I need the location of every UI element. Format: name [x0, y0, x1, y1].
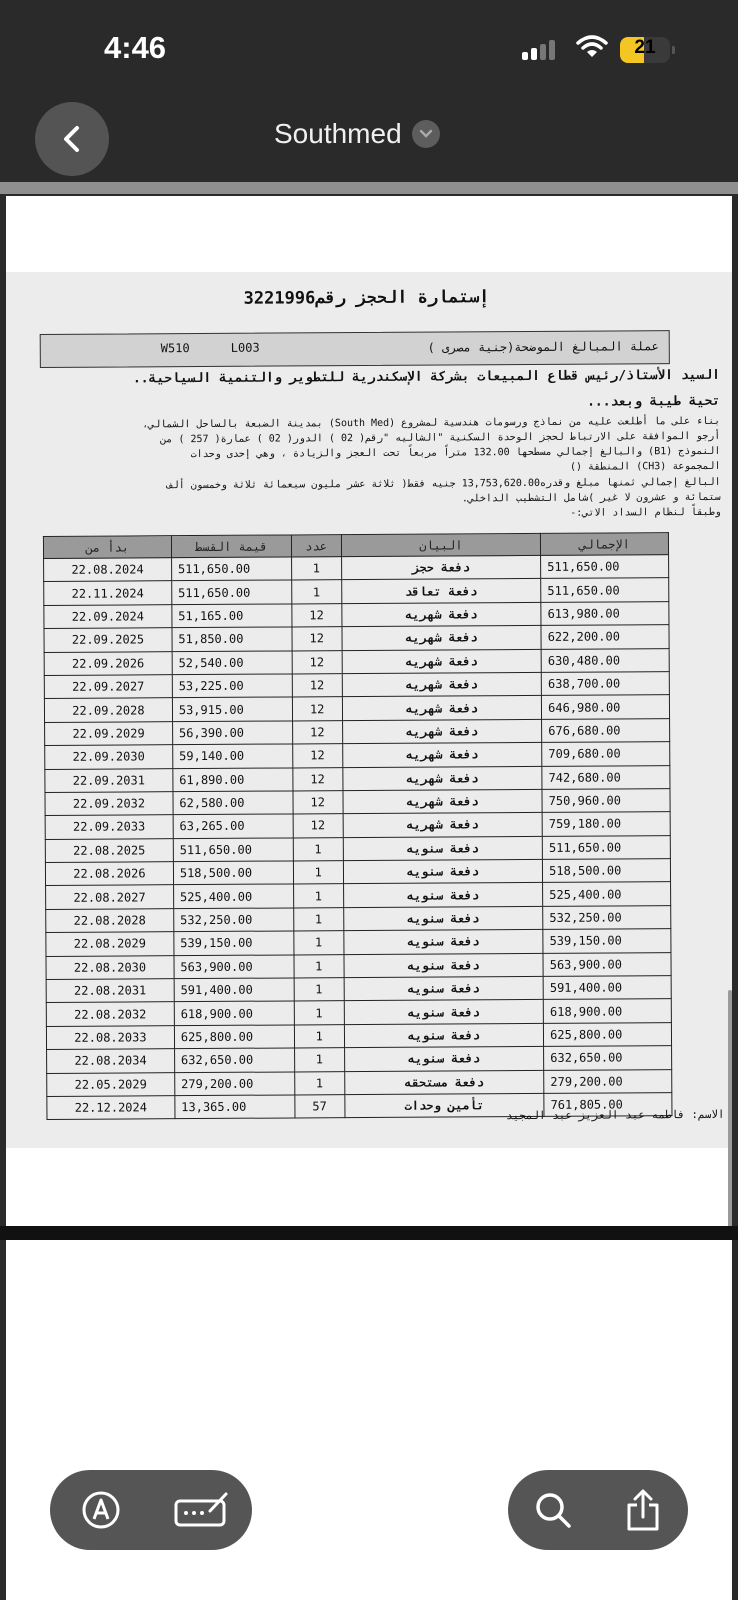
row-count: 1	[291, 557, 341, 581]
row-description: دفعة سنويه	[343, 906, 543, 931]
unit-code-1: L003	[230, 340, 260, 355]
row-count: 57	[295, 1095, 345, 1119]
row-description: دفعة حجز	[341, 555, 541, 580]
nav-title: Southmed	[274, 118, 402, 149]
row-installment: 63,265.00	[173, 814, 293, 838]
row-count: 1	[294, 978, 344, 1002]
row-description: دفعة شهريه	[343, 789, 543, 814]
row-total: 511,650.00	[542, 835, 670, 859]
row-count: 1	[294, 954, 344, 978]
row-total: 511,650.00	[541, 578, 669, 602]
row-count: 1	[294, 1071, 344, 1095]
row-installment: 518,500.00	[173, 861, 293, 885]
row-description: دفعة سنويه	[343, 930, 543, 955]
row-description: دفعة شهريه	[342, 696, 542, 721]
row-description: دفعة شهريه	[342, 626, 542, 651]
row-total: 638,700.00	[541, 672, 669, 696]
row-description: دفعة شهريه	[342, 719, 542, 744]
row-installment: 511,650.00	[172, 580, 292, 604]
row-start-date: 22.08.2026	[45, 862, 173, 886]
status-bar	[0, 0, 738, 100]
chevron-left-icon	[57, 124, 87, 154]
row-count: 12	[292, 720, 342, 744]
row-description: دفعة سنويه	[344, 953, 544, 978]
row-installment: 59,140.00	[173, 744, 293, 768]
row-start-date: 22.08.2030	[46, 955, 174, 979]
row-total: 676,680.00	[542, 718, 670, 742]
status-time: 4:46	[104, 30, 167, 65]
row-total: 613,980.00	[541, 601, 669, 625]
col-installment: قيمة القسط	[171, 535, 291, 558]
row-count: 1	[293, 837, 343, 861]
battery-icon	[620, 37, 670, 63]
row-description: دفعة سنويه	[344, 1047, 544, 1072]
row-installment: 61,890.00	[173, 767, 293, 791]
row-start-date: 22.08.2027	[46, 885, 174, 909]
row-count: 1	[294, 1048, 344, 1072]
cellular-signal-icon	[522, 38, 558, 60]
row-count: 12	[292, 627, 342, 651]
row-description: دفعة شهريه	[342, 649, 542, 674]
row-start-date: 22.08.2033	[46, 1025, 174, 1049]
action-toolbar	[508, 1470, 688, 1550]
row-start-date: 22.08.2025	[45, 838, 173, 862]
chevron-down-icon	[412, 120, 440, 148]
row-count: 12	[293, 767, 343, 791]
row-start-date: 22.09.2033	[45, 815, 173, 839]
row-installment: 525,400.00	[173, 884, 293, 908]
row-total: 630,480.00	[541, 648, 669, 672]
row-description: دفعة سنويه	[343, 860, 543, 885]
row-count: 1	[293, 861, 343, 885]
back-button[interactable]	[35, 102, 109, 176]
row-installment: 51,850.00	[172, 627, 292, 651]
row-count: 1	[294, 931, 344, 955]
row-start-date: 22.08.2029	[46, 932, 174, 956]
row-start-date: 22.08.2024	[44, 558, 172, 582]
row-installment: 511,650.00	[173, 838, 293, 862]
row-count: 12	[292, 744, 342, 768]
row-installment: 56,390.00	[172, 721, 292, 745]
keyboard-edit-icon[interactable]	[170, 1478, 234, 1542]
row-total: 646,980.00	[542, 695, 670, 719]
row-count: 1	[293, 884, 343, 908]
row-count: 12	[292, 697, 342, 721]
row-start-date: 22.11.2024	[44, 581, 172, 605]
row-start-date: 22.09.2031	[45, 768, 173, 792]
currency-header	[40, 330, 670, 368]
row-total: 563,900.00	[543, 952, 671, 976]
row-count: 12	[293, 814, 343, 838]
row-total: 761,805.00	[544, 1093, 672, 1117]
row-description: تأمين وحدات	[344, 1093, 544, 1118]
payment-schedule-table	[43, 532, 673, 1120]
col-total: الإجمالي	[541, 533, 669, 556]
edit-toolbar	[50, 1470, 252, 1550]
row-installment: 53,915.00	[172, 697, 292, 721]
row-description: دفعة سنويه	[344, 976, 544, 1001]
row-count: 12	[293, 791, 343, 815]
row-total: 525,400.00	[543, 882, 671, 906]
row-description: دفعة شهريه	[343, 813, 543, 838]
col-start: بدأ من	[43, 536, 171, 559]
row-installment: 279,200.00	[175, 1072, 295, 1096]
row-description: دفعة شهريه	[342, 743, 542, 768]
row-total: 591,400.00	[543, 976, 671, 1000]
row-total: 518,500.00	[543, 859, 671, 883]
row-count: 12	[292, 674, 342, 698]
row-installment: 539,150.00	[174, 931, 294, 955]
row-installment: 618,900.00	[174, 1001, 294, 1025]
row-total: 632,650.00	[544, 1046, 672, 1070]
row-start-date: 22.09.2032	[45, 792, 173, 816]
row-description: دفعة شهريه	[342, 766, 542, 791]
row-total: 539,150.00	[543, 929, 671, 953]
paragraph-line: بناء على ما أطلعت عليه من نماذج ورسومات هندسية لمشروع (South Med) بمدينة الضبعة بالساحل الشمالي،	[142, 415, 721, 431]
row-installment: 532,250.00	[174, 908, 294, 932]
client-name: الاسم: فاطمه عبد العزيز عبد المجيد	[505, 1107, 725, 1123]
row-start-date: 22.08.2028	[46, 909, 174, 933]
document-page[interactable]	[6, 196, 732, 1226]
row-description: دفعة مستحقه	[344, 1070, 544, 1095]
row-total: 742,680.00	[542, 765, 670, 789]
row-start-date: 22.09.2027	[44, 675, 172, 699]
row-installment: 13,365.00	[175, 1095, 295, 1119]
row-start-date: 22.09.2025	[44, 628, 172, 652]
row-installment: 563,900.00	[174, 955, 294, 979]
paragraph-line: ستمائة و عشرون لا غير )شامل التشطيب الداخلي.	[461, 491, 721, 505]
share-icon[interactable]	[611, 1478, 675, 1542]
row-start-date: 22.08.2031	[46, 979, 174, 1003]
paragraph-line: النموذج (B1) والبالغ إجمالي مسطحها 132.00 متراً مربعاً تحت العجز والزيادة ، وهي إحدى وحدات	[190, 445, 721, 461]
row-description: دفعة سنويه	[344, 1023, 544, 1048]
row-total: 625,800.00	[544, 1022, 672, 1046]
paragraph-line: وطبقاً لنظام السداد الاتي:-	[570, 506, 721, 519]
row-total: 532,250.00	[543, 906, 671, 930]
row-installment: 591,400.00	[174, 978, 294, 1002]
row-total: 279,200.00	[544, 1069, 672, 1093]
viewer-frame	[0, 182, 738, 194]
row-count: 1	[294, 1001, 344, 1025]
row-description: دفعة شهريه	[341, 602, 541, 627]
row-start-date: 22.09.2028	[44, 698, 172, 722]
scanned-form	[6, 272, 732, 1148]
row-count: 1	[291, 580, 341, 604]
markup-icon[interactable]	[69, 1478, 133, 1542]
row-count: 12	[292, 603, 342, 627]
addressee-line: السيد الأستاذ/رئيس قطاع المبيعات بشركة الإسكندرية للتطوير والتنمية السياحية..	[132, 367, 720, 387]
row-count: 12	[292, 650, 342, 674]
col-count: عدد	[291, 535, 341, 557]
row-description: دفعة تعاقد	[341, 579, 541, 604]
row-total: 618,900.00	[543, 999, 671, 1023]
row-start-date: 22.08.2032	[46, 1002, 174, 1026]
paragraph-line: أرجو الموافقة على الارتباط لحجز الوحدة السكنية "الشاليه "رقم( 02 ) الدور( 02 ) عمارة( 257 ) من	[160, 430, 721, 446]
row-total: 750,960.00	[542, 789, 670, 813]
unit-code-2: W510	[160, 341, 190, 356]
row-start-date: 22.09.2024	[44, 604, 172, 628]
row-description: دفعة سنويه	[343, 883, 543, 908]
search-icon[interactable]	[521, 1478, 585, 1542]
row-start-date: 22.05.2029	[47, 1072, 175, 1096]
row-total: 709,680.00	[542, 742, 670, 766]
row-installment: 625,800.00	[174, 1025, 294, 1049]
row-total: 511,650.00	[541, 555, 669, 579]
row-installment: 632,650.00	[174, 1048, 294, 1072]
paragraph-line: البالغ إجمالي ثمنها مبلغ وقدره13,753,620.00 جنيه فقط( ثلاثة عشر مليون سبعمائة ثلاثة وخمسون ألف	[166, 476, 721, 492]
row-description: دفعة شهريه	[342, 672, 542, 697]
col-desc: البيان	[341, 533, 541, 556]
page-divider	[0, 1226, 738, 1240]
form-title: إستمارة الحجز رقم3221996	[243, 287, 490, 309]
wifi-icon	[576, 35, 608, 63]
nav-title-menu[interactable]	[274, 118, 440, 150]
row-total: 622,200.00	[541, 625, 669, 649]
row-description: دفعة سنويه	[343, 836, 543, 861]
scrollbar[interactable]	[728, 990, 732, 1230]
battery-percent: 21	[634, 37, 656, 58]
greeting-line: تحية طيبة وبعد...	[587, 393, 721, 410]
row-start-date: 22.09.2026	[44, 651, 172, 675]
currency-label: عملة المبالغ الموضحة(جنية مصرى )	[427, 339, 659, 355]
row-installment: 51,165.00	[172, 604, 292, 628]
paragraph-line: المجموعة (CH3) المنطقة ()	[569, 460, 721, 473]
row-start-date: 22.09.2029	[45, 721, 173, 745]
row-installment: 53,225.00	[172, 674, 292, 698]
row-start-date: 22.12.2024	[47, 1096, 175, 1120]
row-installment: 52,540.00	[172, 651, 292, 675]
row-start-date: 22.09.2030	[45, 745, 173, 769]
row-installment: 62,580.00	[173, 791, 293, 815]
row-count: 1	[294, 1024, 344, 1048]
row-total: 759,180.00	[542, 812, 670, 836]
row-start-date: 22.08.2034	[47, 1049, 175, 1073]
row-installment: 511,650.00	[171, 557, 291, 581]
row-description: دفعة سنويه	[344, 1000, 544, 1025]
row-count: 1	[293, 908, 343, 932]
